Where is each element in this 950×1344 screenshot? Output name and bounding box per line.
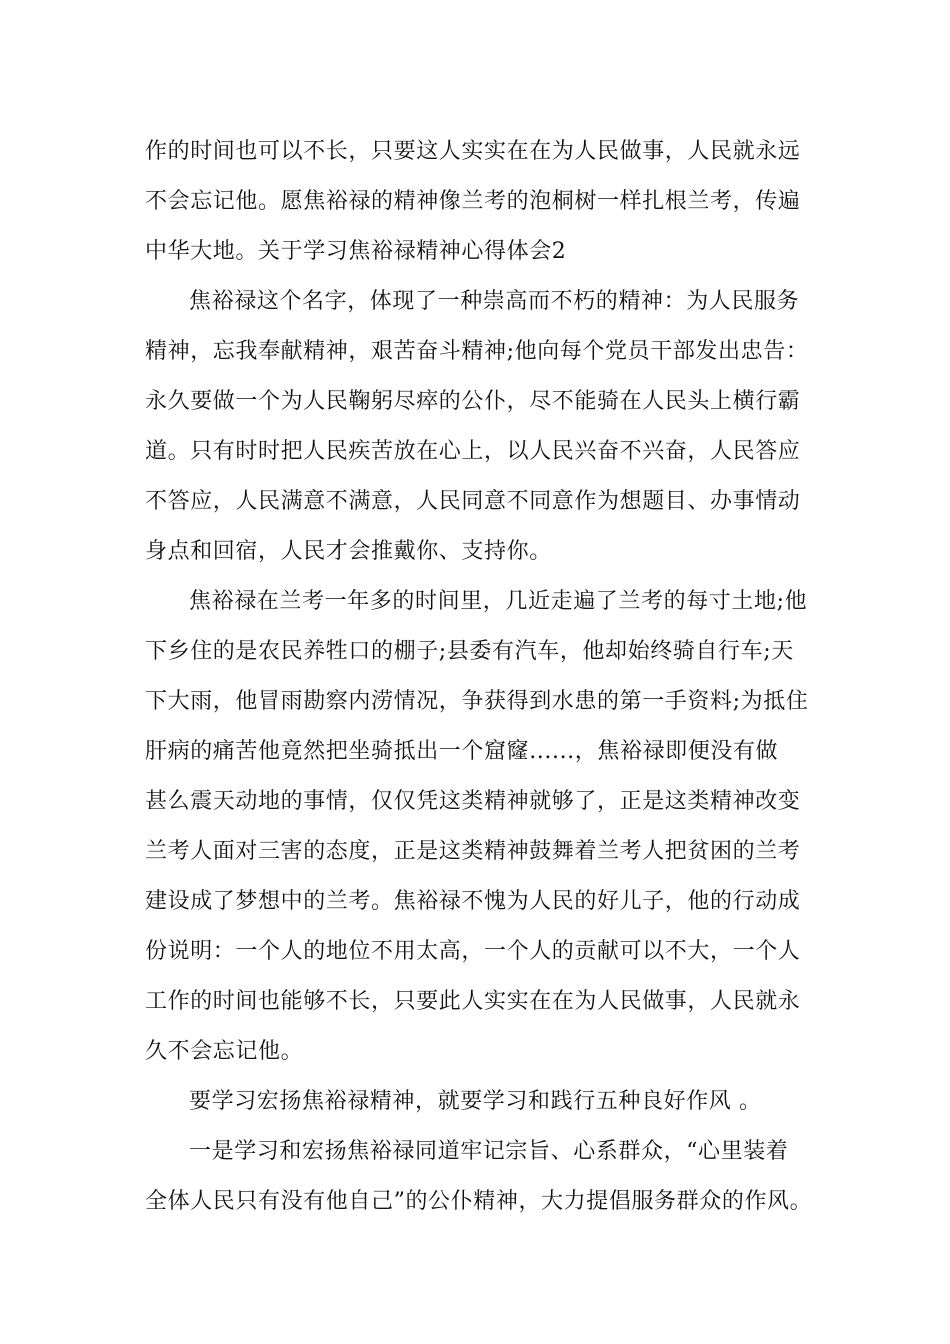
text-line: 道。只有时时把人民疾苦放在心上，以人民兴奋不兴奋，人民答应 bbox=[145, 439, 801, 464]
paragraph-first-line: 一是学习和宏扬焦裕禄同道牢记宗旨、心系群众，“心里装着 bbox=[189, 1139, 789, 1164]
text-line: 精神，忘我奉献精神，艰苦奋斗精神;他向每个党员干部发出忠告： bbox=[145, 339, 809, 364]
paragraph-first-line: 焦裕禄这个名字，体现了一种崇高而不朽的精神：为人民服务 bbox=[189, 289, 800, 314]
text-line: 下乡住的是农民养牲口的棚子;县委有汽车，他却始终骑自行车;天 bbox=[145, 639, 794, 664]
text-line: 全体人民只有没有他自己”的公仆精神，大力提倡服务群众的作风。 bbox=[145, 1189, 813, 1214]
text-line: 不会忘记他。愿焦裕禄的精神像兰考的泡桐树一样扎根兰考，传遍 bbox=[145, 189, 801, 214]
text-line: 下大雨，他冒雨勘察内涝情况，争获得到水患的第一手资料;为抵住 bbox=[145, 689, 809, 714]
text-line: 不答应，人民满意不满意，人民同意不同意作为想题目、办事情动 bbox=[145, 489, 801, 514]
text-line: 工作的时间也能够不长，只要此人实实在在为人民做事，人民就永 bbox=[145, 989, 801, 1014]
paragraph-first-line: 焦裕禄在兰考一年多的时间里，几近走遍了兰考的每寸土地;他 bbox=[189, 589, 808, 614]
text-line: 份说明：一个人的地位不用太高，一个人的贡献可以不大，一个人 bbox=[145, 939, 801, 964]
text-line: 建设成了梦想中的兰考。焦裕禄不愧为人民的好儿子，他的行动成 bbox=[145, 889, 801, 914]
text-line: 中华大地。关于学习焦裕禄精神心得体会2 bbox=[145, 239, 567, 264]
paragraph-first-line: 要学习宏扬焦裕禄精神，就要学习和践行五种良好作风 。 bbox=[189, 1089, 762, 1114]
text-line: 甚么震天动地的事情，仅仅凭这类精神就够了，正是这类精神改变 bbox=[145, 789, 801, 814]
text-line: 作的时间也可以不长，只要这人实实在在为人民做事，人民就永远 bbox=[145, 139, 801, 164]
text-line: 久不会忘记他。 bbox=[145, 1039, 304, 1064]
text-line: 永久要做一个为人民鞠躬尽瘁的公仆，尽不能骑在人民头上横行霸 bbox=[145, 389, 801, 414]
text-line: 身点和回宿，人民才会推戴你、支持你。 bbox=[145, 539, 552, 564]
text-line: 肝病的痛苦他竟然把坐骑抵出一个窟窿......，焦裕禄即便没有做 bbox=[145, 739, 779, 764]
text-line: 兰考人面对三害的态度，正是这类精神鼓舞着兰考人把贫困的兰考 bbox=[145, 839, 801, 864]
